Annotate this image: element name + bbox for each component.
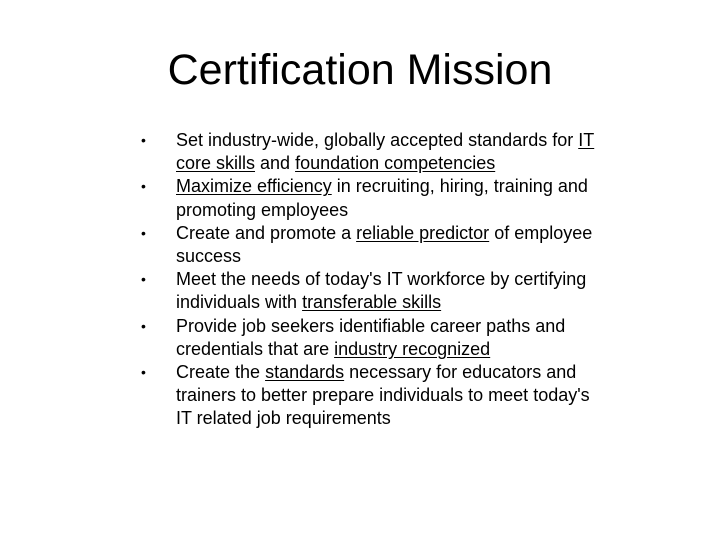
bullet-text-segment: and	[255, 153, 296, 174]
bullet-item	[130, 175, 600, 221]
bullet-dot-icon: •	[141, 132, 146, 148]
bullet-text	[176, 269, 586, 312]
underlined-term: reliable predictor	[356, 222, 490, 243]
underlined-term: Maximize efficiency	[176, 176, 332, 197]
bullet-text-segment: Provide job seekers identifiable career paths and credentials that are	[176, 315, 566, 359]
underlined-term: transferable skills	[302, 292, 442, 313]
underlined-term: IT core skills	[176, 130, 595, 174]
bullet-text	[176, 223, 592, 266]
bullet-item	[130, 315, 600, 361]
bullet-dot-icon: •	[141, 178, 146, 195]
bullet-dot-icon: •	[141, 317, 146, 334]
underlined-term: foundation competencies	[295, 153, 496, 174]
slide-title: Certification Mission	[167, 46, 553, 94]
bullet-dot-icon: •	[141, 364, 146, 381]
underlined-term: standards	[265, 362, 345, 383]
bullet-text-segment: in recruiting, hiring, training and promoting employees	[176, 176, 588, 220]
bullet-text-segment: Create and promote a	[176, 222, 357, 243]
bullet-item	[130, 361, 600, 431]
bullet-item	[130, 129, 600, 175]
underlined-term: industry recognized	[334, 338, 491, 359]
bullet-text-segment: Meet the needs of today's IT workforce by certifying individuals with	[176, 269, 587, 313]
bullet-text	[176, 316, 565, 359]
bullet-dot-icon: •	[141, 271, 146, 288]
bullet-dot-icon: •	[141, 224, 146, 241]
bullet-text	[176, 176, 588, 219]
bullet-list	[130, 129, 600, 431]
bullet-text-segment: necessary for educators and trainers to better prepare individuals to meet today's IT related job requirements	[176, 362, 590, 429]
bullet-text	[176, 362, 590, 428]
bullet-item	[130, 268, 600, 314]
bullet-text-segment: Set industry-wide, globally accepted standards for	[176, 130, 579, 150]
bullet-text	[176, 130, 594, 173]
bullet-text-segment: Create the	[176, 362, 266, 383]
bullet-item	[130, 222, 600, 268]
bullet-text-segment: of employee success	[176, 222, 593, 267]
